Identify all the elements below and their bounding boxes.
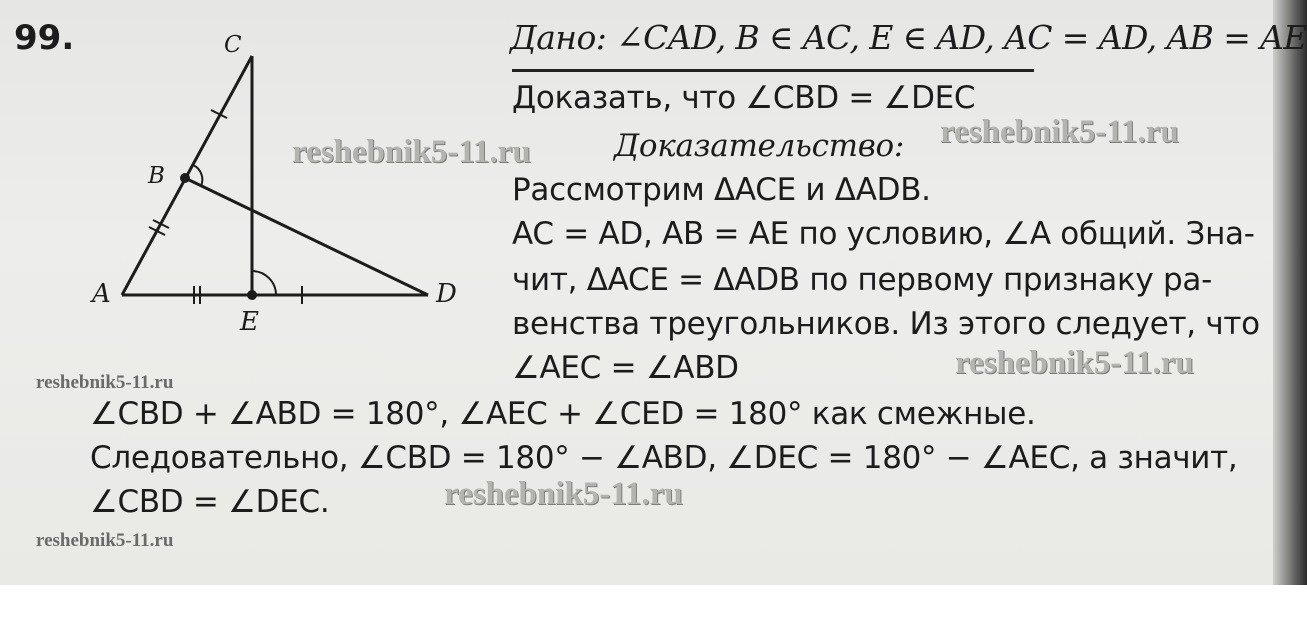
point-b [180,173,190,183]
label-d: D [436,279,457,309]
label-e: E [240,307,259,337]
watermark-3: reshebnik5-11.ru [955,345,1194,381]
proof-line-2: AC = AD, AB = AE по условию, ∠A общий. Зна- [512,216,1255,252]
proof-line-1: Рассмотрим ΔACE и ΔADB. [512,172,931,208]
given-statement: Дано: ∠CAD, B ∈ AC, E ∈ AD, AC = AD, AB = AE [510,18,1307,57]
angle-arc-e [252,271,276,295]
watermark-1: reshebnik5-11.ru [292,134,531,170]
point-e [247,290,257,300]
given-divider [512,69,1034,72]
label-c: C [224,32,242,58]
proof-line-3: чит, ΔACE = ΔADB по первому признаку ра- [512,262,1212,298]
label-b: B [148,163,165,189]
page-edge-shadow [1273,0,1307,585]
proof-line-4: венства треугольников. Из этого следует, что [512,306,1260,342]
watermark-5: reshebnik5-11.ru [36,372,174,393]
watermark-4: reshebnik5-11.ru [444,476,683,512]
proof-line-8: ∠CBD = ∠DEC. [90,484,330,520]
triangle-diagram [90,30,490,350]
proof-line-6: ∠CBD + ∠ABD = 180°, ∠AEC + ∠CED = 180° как смежные. [90,396,1036,432]
proof-heading: Доказательство: [614,128,905,164]
label-a: A [92,279,111,309]
proof-line-7: Следовательно, ∠CBD = 180° − ∠ABD, ∠DEC = 180° − ∠AEC, а значит, [90,440,1238,476]
problem-number: 99. [14,18,75,58]
segment-bd [185,178,428,295]
proof-line-5: ∠AEC = ∠ABD [512,350,739,386]
prove-statement: Доказать, что ∠CBD = ∠DEC [512,80,976,116]
watermark-2: reshebnik5-11.ru [940,114,1179,150]
watermark-6: reshebnik5-11.ru [36,530,174,551]
